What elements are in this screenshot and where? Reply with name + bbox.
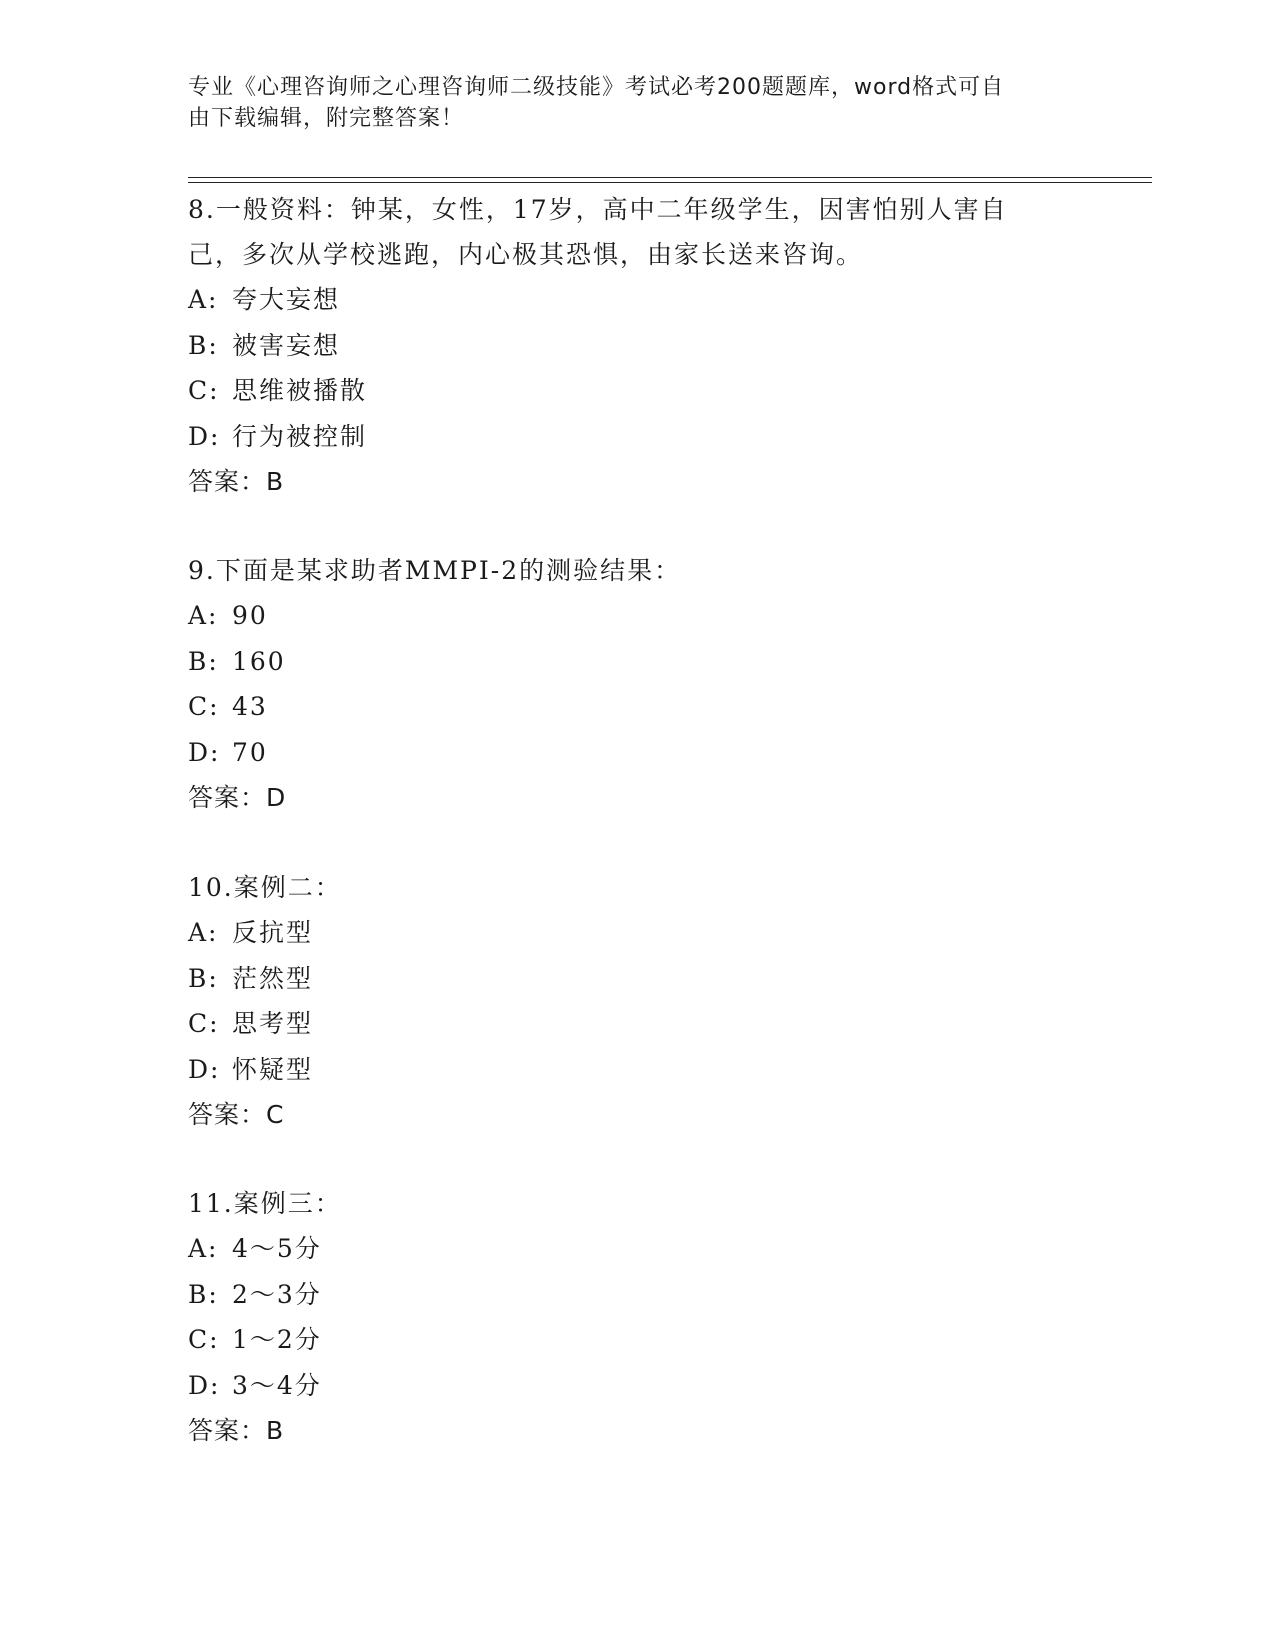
option-text: 思维被播散 xyxy=(232,376,368,405)
option-d xyxy=(188,414,1088,460)
answer: 答案：B xyxy=(188,1416,285,1445)
option-text: 茫然型 xyxy=(232,963,314,993)
option-text: 1～2分 xyxy=(232,1325,322,1354)
option-key: C: xyxy=(188,1009,220,1038)
question-stem: 9.下面是某求助者MMPI-2的测验结果： xyxy=(188,556,682,585)
option-b xyxy=(188,639,1088,685)
option-b xyxy=(188,1272,1088,1318)
option-d xyxy=(188,730,1088,776)
option-b xyxy=(188,323,1088,369)
option-key: D: xyxy=(188,421,221,451)
answer: 答案：C xyxy=(188,1100,285,1129)
option-text: 怀疑型 xyxy=(232,1054,314,1084)
question-stem: 8.一般资料：钟某，女性，17岁，高中二年级学生，因害怕别人害自 xyxy=(188,195,1008,224)
option-a xyxy=(188,910,1088,956)
option-c xyxy=(188,1001,1088,1047)
option-key: C: xyxy=(188,376,220,405)
question-8 xyxy=(188,187,1088,504)
option-a xyxy=(188,1226,1088,1272)
option-text: 2～3分 xyxy=(232,1279,322,1309)
option-key: A: xyxy=(188,1234,219,1263)
option-text: 90 xyxy=(232,601,268,630)
option-b xyxy=(188,956,1088,1002)
answer: 答案：B xyxy=(188,467,285,496)
option-d xyxy=(188,1047,1088,1093)
header-line-1: 专业《心理咨询师之心理咨询师二级技能》考试必考200题题库，word格式可自 xyxy=(188,75,1005,100)
option-text: 被害妄想 xyxy=(232,330,341,360)
option-key: B: xyxy=(188,1279,219,1309)
header-divider-top xyxy=(188,177,1152,178)
option-text: 反抗型 xyxy=(232,918,314,947)
option-key: B: xyxy=(188,646,219,676)
option-text: 4～5分 xyxy=(232,1234,322,1263)
option-key: D: xyxy=(188,737,221,767)
question-stem: 10.案例二： xyxy=(188,873,342,902)
option-c xyxy=(188,368,1088,414)
option-c xyxy=(188,1317,1088,1363)
question-10 xyxy=(188,865,1088,1137)
option-key: A: xyxy=(188,918,219,947)
header-line-2: 由下载编辑，附完整答案！ xyxy=(188,106,465,131)
option-text: 行为被控制 xyxy=(232,421,368,451)
option-a xyxy=(188,593,1088,639)
question-stem: 11.案例三： xyxy=(188,1189,342,1218)
document-header xyxy=(188,72,1068,134)
option-c xyxy=(188,684,1088,730)
option-text: 3～4分 xyxy=(232,1370,322,1400)
option-text: 夸大妄想 xyxy=(232,285,341,314)
option-d xyxy=(188,1363,1088,1409)
option-key: B: xyxy=(188,330,219,360)
question-11 xyxy=(188,1181,1088,1453)
option-key: D: xyxy=(188,1054,221,1084)
question-stem-continued: 己，多次从学校逃跑，内心极其恐惧，由家长送来咨询。 xyxy=(188,240,864,269)
option-key: B: xyxy=(188,963,219,993)
option-key: A: xyxy=(188,285,219,314)
option-text: 160 xyxy=(232,646,286,676)
question-9 xyxy=(188,548,1088,820)
option-key: C: xyxy=(188,692,220,721)
option-a xyxy=(188,277,1088,323)
answer: 答案：D xyxy=(188,783,287,812)
option-text: 70 xyxy=(232,737,268,767)
option-key: D: xyxy=(188,1370,221,1400)
header-divider-bottom xyxy=(188,182,1152,183)
option-text: 43 xyxy=(232,692,268,721)
option-key: C: xyxy=(188,1325,220,1354)
option-text: 思考型 xyxy=(232,1009,314,1038)
option-key: A: xyxy=(188,601,219,630)
